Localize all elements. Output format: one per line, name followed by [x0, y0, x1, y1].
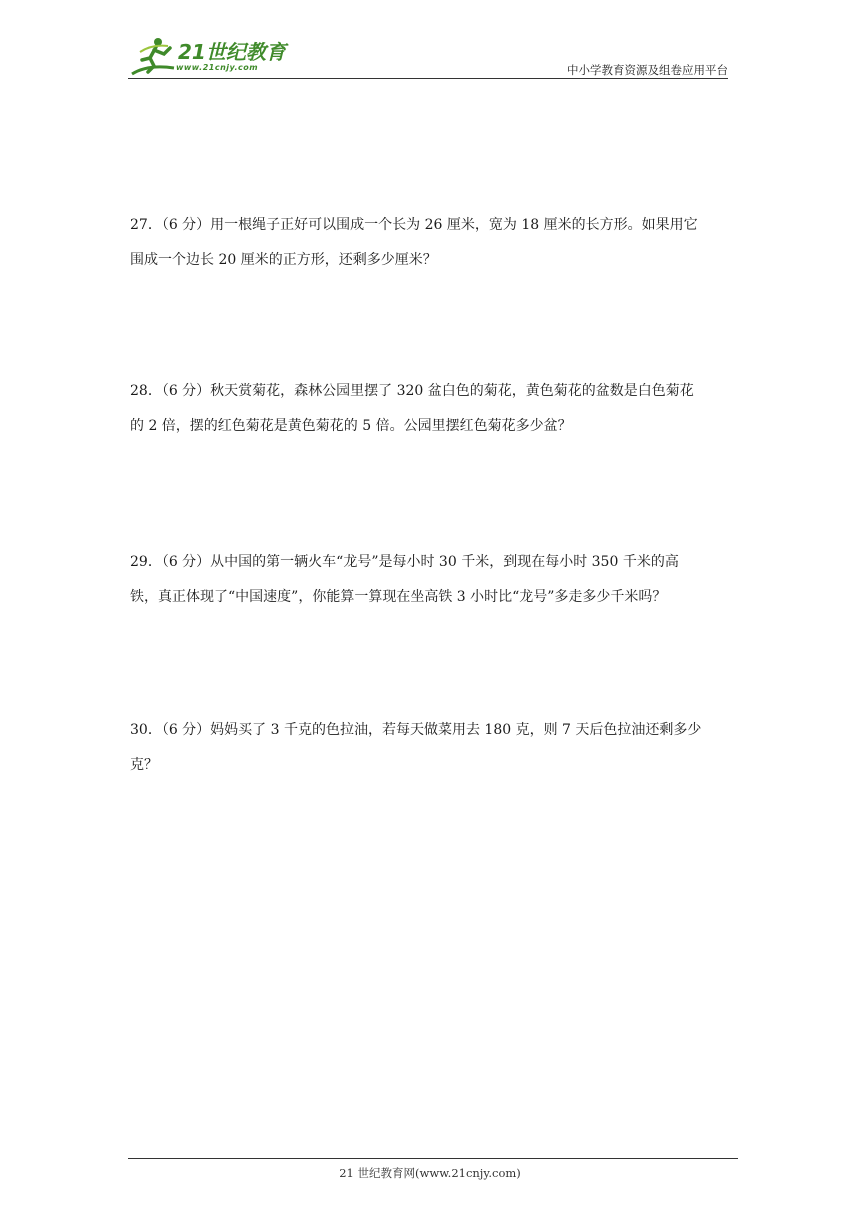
- question-29: [130, 545, 740, 615]
- footer-divider: [128, 1158, 738, 1159]
- page-header: [128, 30, 728, 80]
- question-line: 铁，真正体现了“中国速度”，你能算一算现在坐高铁 3 小时比“龙号”多走多少千米吗？: [130, 589, 667, 605]
- question-27: [130, 208, 740, 278]
- header-divider: [128, 78, 728, 79]
- question-line: 的 2 倍，摆的红色菊花是黄色菊花的 5 倍。公园里摆红色菊花多少盆？: [130, 418, 572, 434]
- question-line: 28．（6 分）秋天赏菊花，森林公园里摆了 320 盆白色的菊花，黄色菊花的盆数是白色菊花: [130, 383, 694, 399]
- platform-name: 中小学教育资源及组卷应用平台: [567, 63, 728, 77]
- question-line: 30．（6 分）妈妈买了 3 千克的色拉油，若每天做菜用去 180 克，则 7 天后色拉油还剩多少: [130, 722, 702, 738]
- question-30: [130, 713, 740, 783]
- logo-url: www.21cnjy.com: [176, 63, 259, 72]
- site-logo: [128, 34, 298, 78]
- question-28: [130, 374, 740, 444]
- page-footer: 21 世纪教育网(www.21cnjy.com): [339, 1166, 521, 1180]
- question-line: 克？: [130, 757, 158, 773]
- logo-text: 21世纪教育: [178, 40, 286, 64]
- runner-logo-icon: [128, 34, 180, 78]
- question-line: 27．（6 分）用一根绳子正好可以围成一个长为 26 厘米，宽为 18 厘米的长方形。如果用它: [130, 217, 698, 233]
- question-line: 29．（6 分）从中国的第一辆火车“龙号”是每小时 30 千米，到现在每小时 350 千米的高: [130, 554, 679, 570]
- question-line: 围成一个边长 20 厘米的正方形，还剩多少厘米？: [130, 252, 437, 268]
